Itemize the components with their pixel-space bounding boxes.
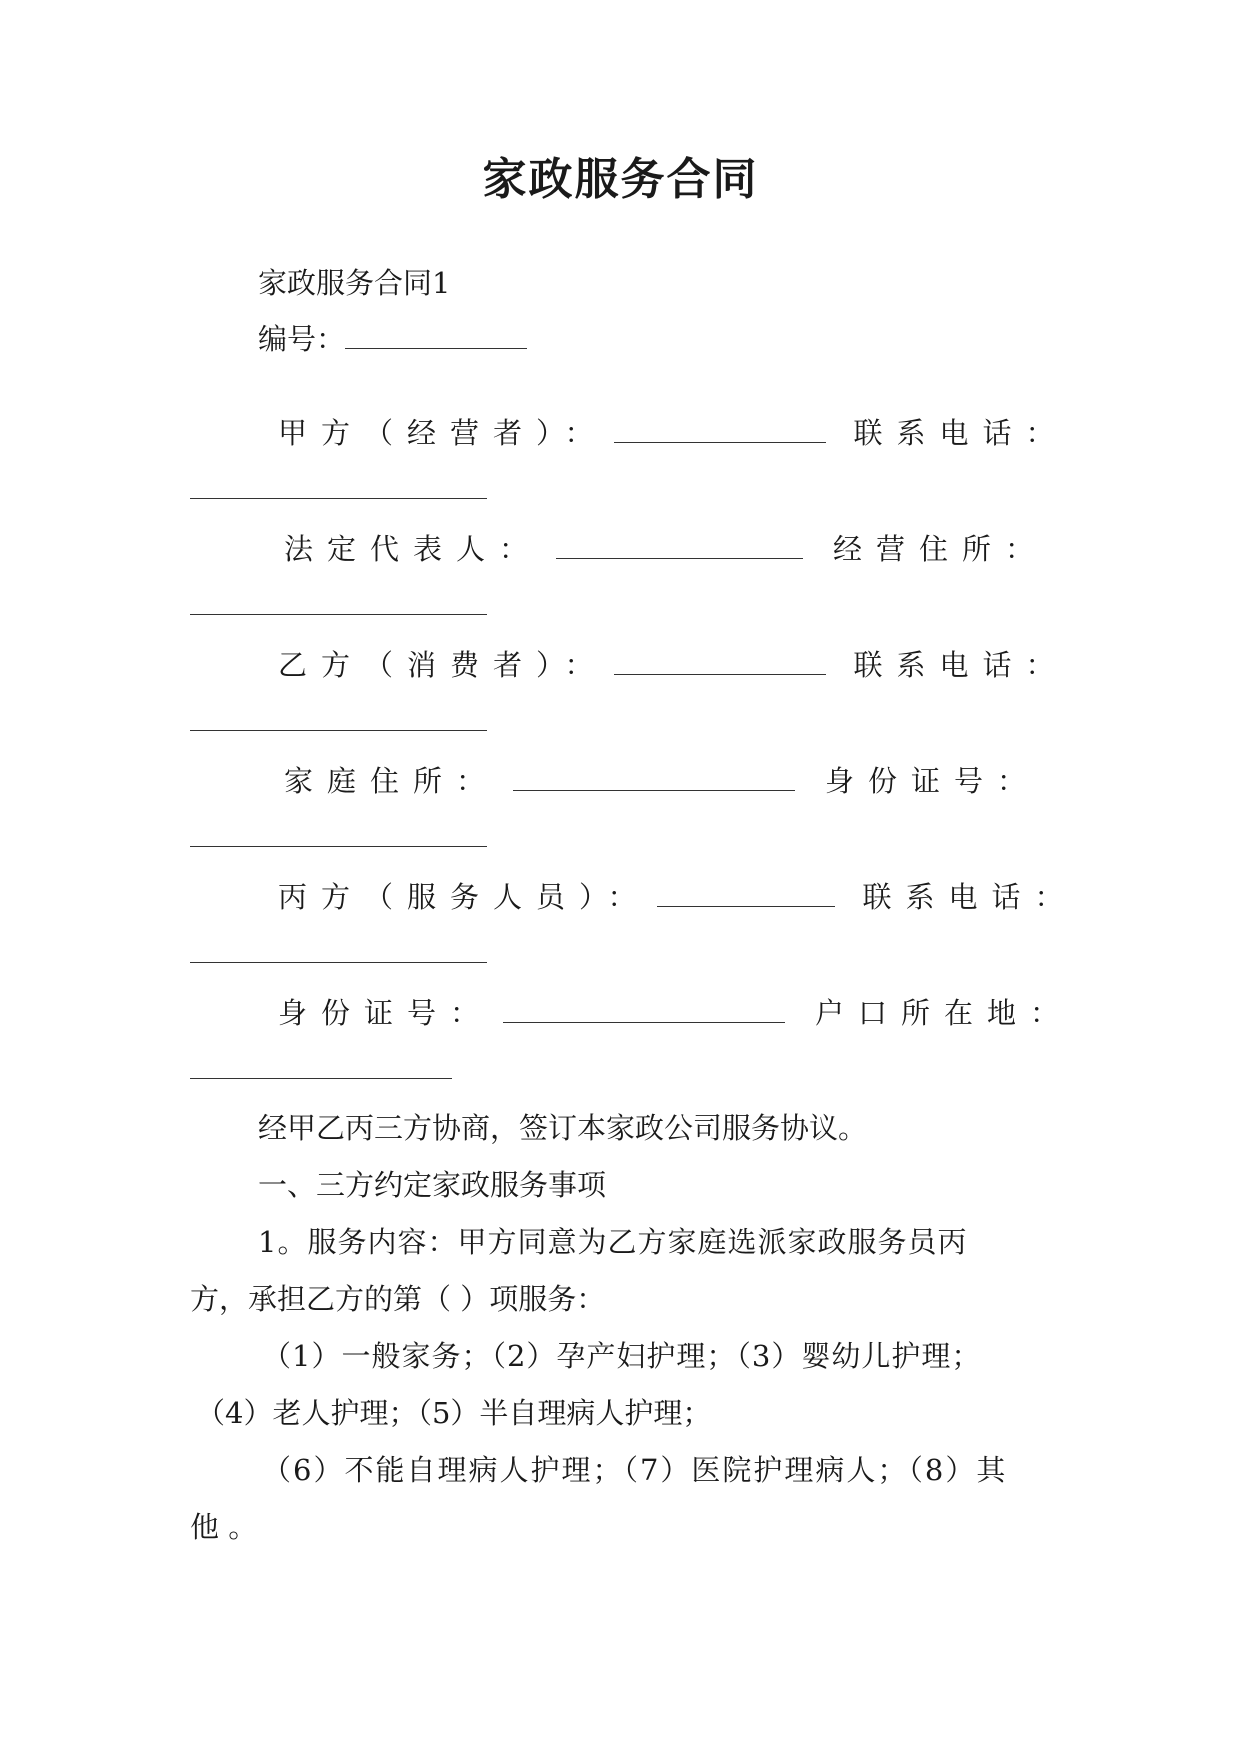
party-a-phone-blank[interactable] — [190, 498, 487, 499]
party-a-phone-label: 联系电话： — [853, 416, 1069, 450]
party-b-phone-blank[interactable] — [190, 730, 487, 731]
party-c-id-blank[interactable] — [503, 992, 785, 1023]
party-c-blank[interactable] — [657, 876, 835, 907]
contract-number-blank[interactable] — [345, 318, 527, 349]
document-title: 家政服务合同 — [482, 154, 759, 205]
party-b-row — [278, 644, 1069, 685]
contract-subtitle: 家政服务合同1 — [258, 266, 451, 300]
party-a-row — [278, 412, 1069, 453]
intro-paragraph: 经甲乙丙三方协商，签订本家政公司服务协议。 — [258, 1111, 868, 1145]
party-c-phone-label: 联系电话： — [862, 880, 1078, 914]
contract-number-row — [258, 318, 527, 359]
party-a-label: 甲方（经营者）： — [278, 416, 608, 450]
item-1-line-2: 方，承担乙方的第（ ）项服务： — [190, 1282, 606, 1316]
party-b-id-label: 身份证号： — [825, 764, 1041, 798]
service-options-line-1: （1）一般家务；（2）孕产妇护理；（3）婴幼儿护理； — [262, 1339, 982, 1373]
contract-number-label: 编号： — [258, 322, 346, 356]
legal-rep-blank[interactable] — [556, 528, 803, 559]
business-address-blank[interactable] — [190, 614, 487, 615]
home-address-blank[interactable] — [513, 760, 795, 791]
business-address-label: 经营住所： — [833, 532, 1049, 566]
party-c-id-row — [278, 992, 1073, 1033]
party-c-id-label: 身份证号： — [278, 996, 494, 1030]
party-c-label: 丙方（服务人员）： — [278, 880, 651, 914]
home-address-row — [284, 760, 1040, 801]
party-c-row — [278, 876, 1078, 917]
item-1-line-1: 1。服务内容：甲方同意为乙方家庭选派家政服务员丙 — [258, 1225, 968, 1259]
party-c-phone-blank[interactable] — [190, 962, 487, 963]
hukou-label: 户口所在地： — [815, 996, 1074, 1030]
service-options-line-3: （6）不能自理病人护理；（7）医院护理病人；（8）其 — [262, 1453, 1008, 1487]
hukou-blank[interactable] — [190, 1078, 452, 1079]
home-address-label: 家庭住所： — [284, 764, 500, 798]
service-options-line-2: （4）老人护理；（5）半自理病人护理； — [196, 1396, 712, 1430]
party-b-phone-label: 联系电话： — [853, 648, 1069, 682]
party-b-blank[interactable] — [614, 644, 826, 675]
legal-rep-label: 法定代表人： — [284, 532, 543, 566]
section-1-heading: 一、三方约定家政服务事项 — [258, 1168, 607, 1202]
party-b-id-blank[interactable] — [190, 846, 487, 847]
service-options-line-4: 他 。 — [190, 1510, 258, 1544]
legal-rep-row — [284, 528, 1048, 569]
party-a-blank[interactable] — [614, 412, 826, 443]
party-b-label: 乙方（消费者）： — [278, 648, 608, 682]
